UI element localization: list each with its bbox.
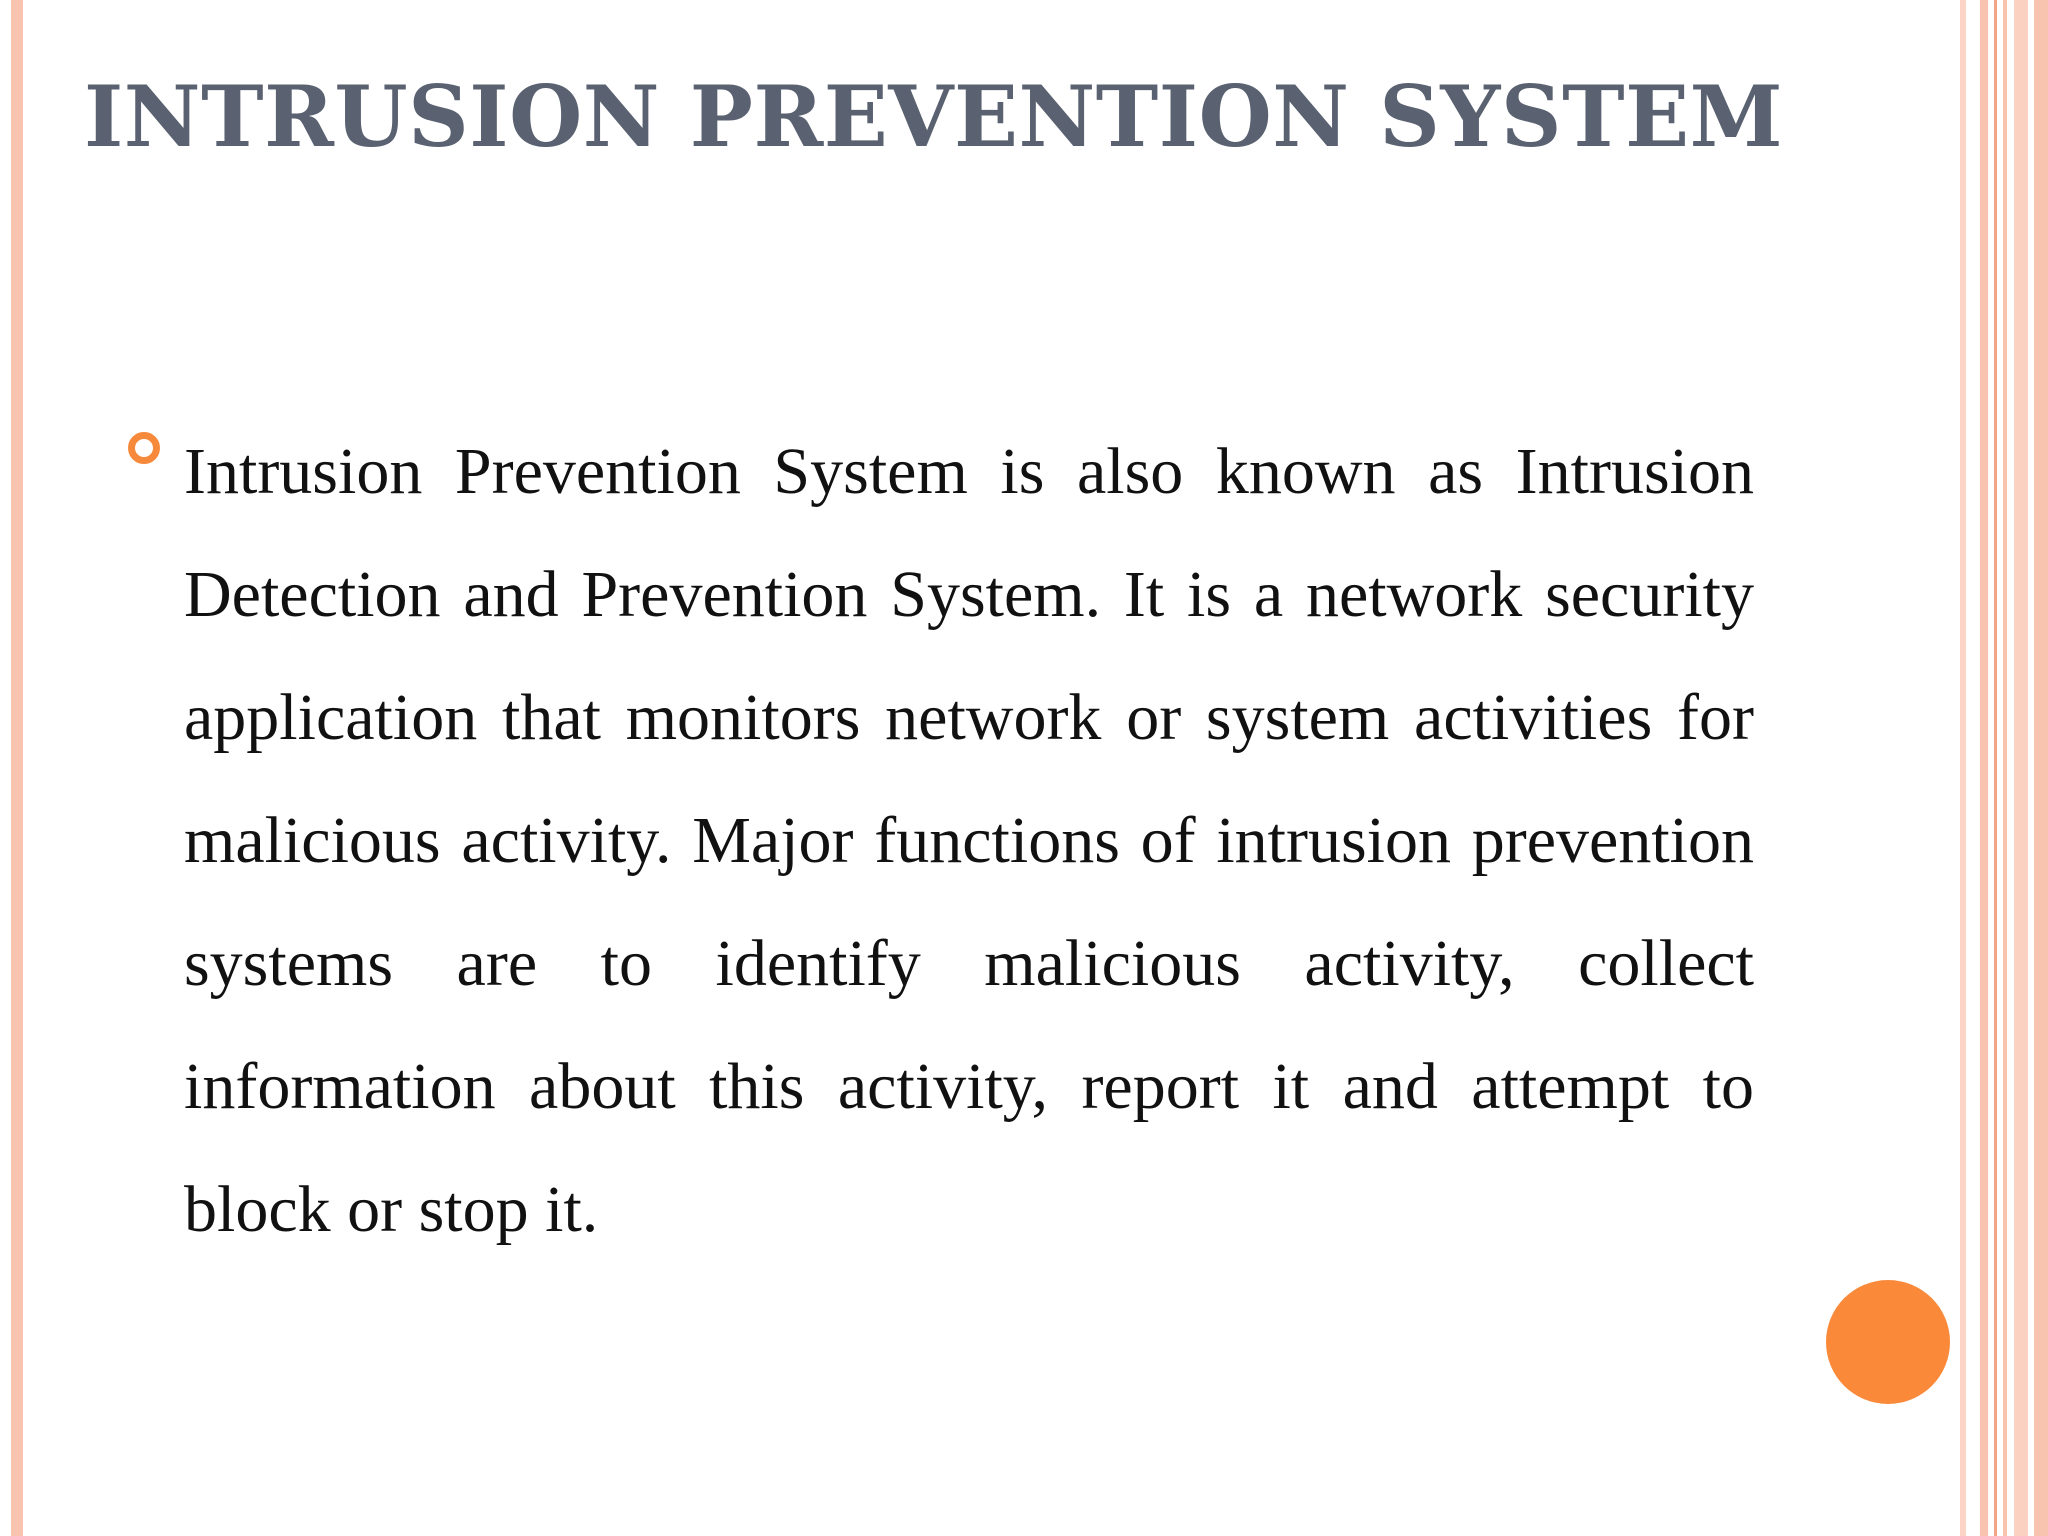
right-border-stripe	[2003, 0, 2007, 1536]
decorative-orange-circle-icon	[1826, 1280, 1950, 1404]
right-border-stripe	[1994, 0, 1997, 1536]
left-border-stripe	[11, 0, 23, 1536]
bullet-text: Intrusion Prevention System is also known as Intrusion Detection and Prevention System. It is a network security application that monitors network or system activities for malicious activity. Major functions of intrusion prevention systems are to identify malicious activity, collect information about this activity, report it and attempt to block or stop it.	[184, 435, 1754, 1246]
hollow-circle-bullet-icon	[128, 432, 160, 464]
right-border-stripe	[1980, 0, 1988, 1536]
right-border-stripe	[2034, 0, 2048, 1536]
slide-title: INTRUSION PREVENTION SYSTEM	[84, 67, 1784, 166]
right-border-stripe	[1960, 0, 1966, 1536]
bullet-item	[184, 410, 1754, 1271]
right-border-stripe	[2014, 0, 2028, 1536]
